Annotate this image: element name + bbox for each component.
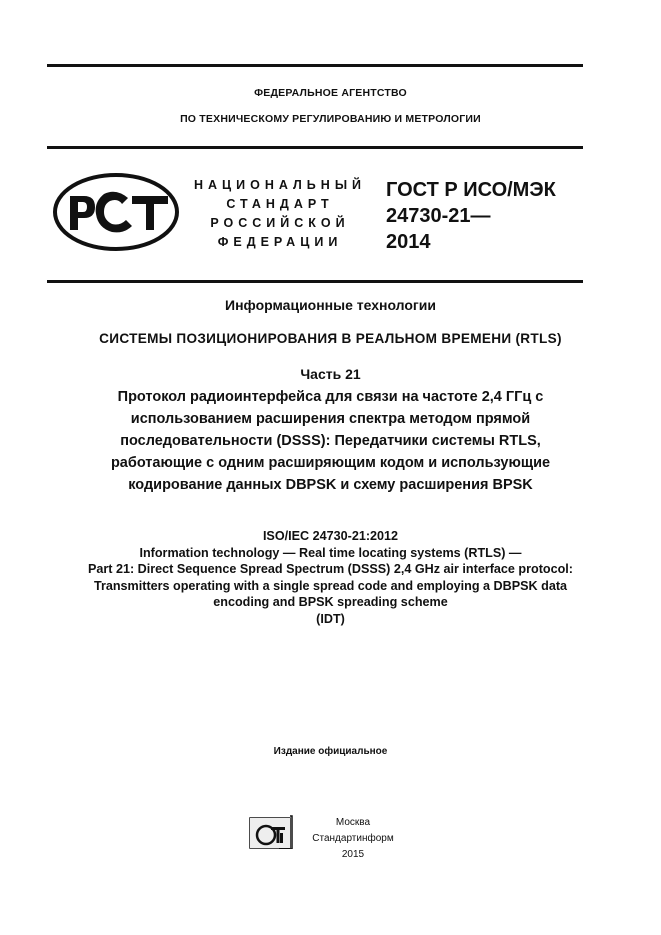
english-title-line: Information technology — Real time locating systems (RTLS) — (139, 545, 522, 560)
english-title (0, 528, 661, 627)
part-title-ru-line: Протокол радиоинтерфейса для связи на частоте 2,4 ГГц с (117, 389, 544, 405)
national-standard-line-3: РОССИЙСКОЙ (210, 216, 350, 230)
gost-r-logo (52, 172, 180, 252)
part-title-ru-line: кодирование данных DBPSK и схему расширения BPSK (128, 477, 533, 493)
part-number: Часть 21 (300, 366, 361, 382)
national-standard-line-4: ФЕДЕРАЦИИ (217, 235, 343, 249)
standard-designation-line-3: 2014 (386, 231, 431, 253)
part-title-ru (0, 386, 661, 496)
standartinform-logo (249, 815, 293, 849)
system-title: СИСТЕМЫ ПОЗИЦИОНИРОВАНИЯ В РЕАЛЬНОМ ВРЕМЕНИ (RTLS) (99, 331, 562, 346)
top-rule (47, 64, 583, 67)
english-title-line: Part 21: Direct Sequence Spread Spectrum (DSSS) 2,4 GHz air interface protocol: (87, 562, 573, 576)
publisher-city: Москва (335, 817, 371, 828)
official-edition: Издание официальное (273, 746, 388, 757)
publisher-name: Стандартинформ (312, 833, 394, 844)
standard-designation-line-1: ГОСТ Р ИСО/МЭК (386, 179, 556, 201)
national-standard-line-2: СТАНДАРТ (226, 197, 334, 211)
publisher-block (298, 815, 408, 863)
title-rule (47, 280, 583, 283)
standard-designation-line-2: 24730-21— (386, 205, 491, 227)
english-title-line: encoding and BPSK spreading scheme (213, 595, 448, 609)
publication-year: 2015 (341, 849, 365, 860)
part-title-ru-line: работающие с одним расширяющим кодом и использующие (110, 455, 551, 471)
identity-mark: (IDT) (316, 611, 345, 626)
header-rule (47, 146, 583, 149)
agency-name-line-2: ПО ТЕХНИЧЕСКОМУ РЕГУЛИРОВАНИЮ И МЕТРОЛОГИИ (180, 113, 481, 125)
english-title-line: Transmitters operating with a single spread code and employing a DBPSK data (93, 578, 568, 593)
part-title-ru-line: последовательности (DSSS): Передатчики системы RTLS, (120, 433, 541, 449)
agency-name-line-1: ФЕДЕРАЛЬНОЕ АГЕНТСТВО (254, 87, 407, 99)
gost-r-emblem-icon (52, 172, 180, 252)
national-standard-line-1: НАЦИОНАЛЬНЫЙ (193, 178, 367, 192)
general-title: Информационные технологии (225, 297, 436, 313)
standartinform-emblem-icon (249, 815, 293, 849)
international-reference: ISO/IEC 24730-21:2012 (262, 529, 399, 543)
part-title-ru-line: использованием расширения спектра методом прямой (130, 411, 531, 427)
